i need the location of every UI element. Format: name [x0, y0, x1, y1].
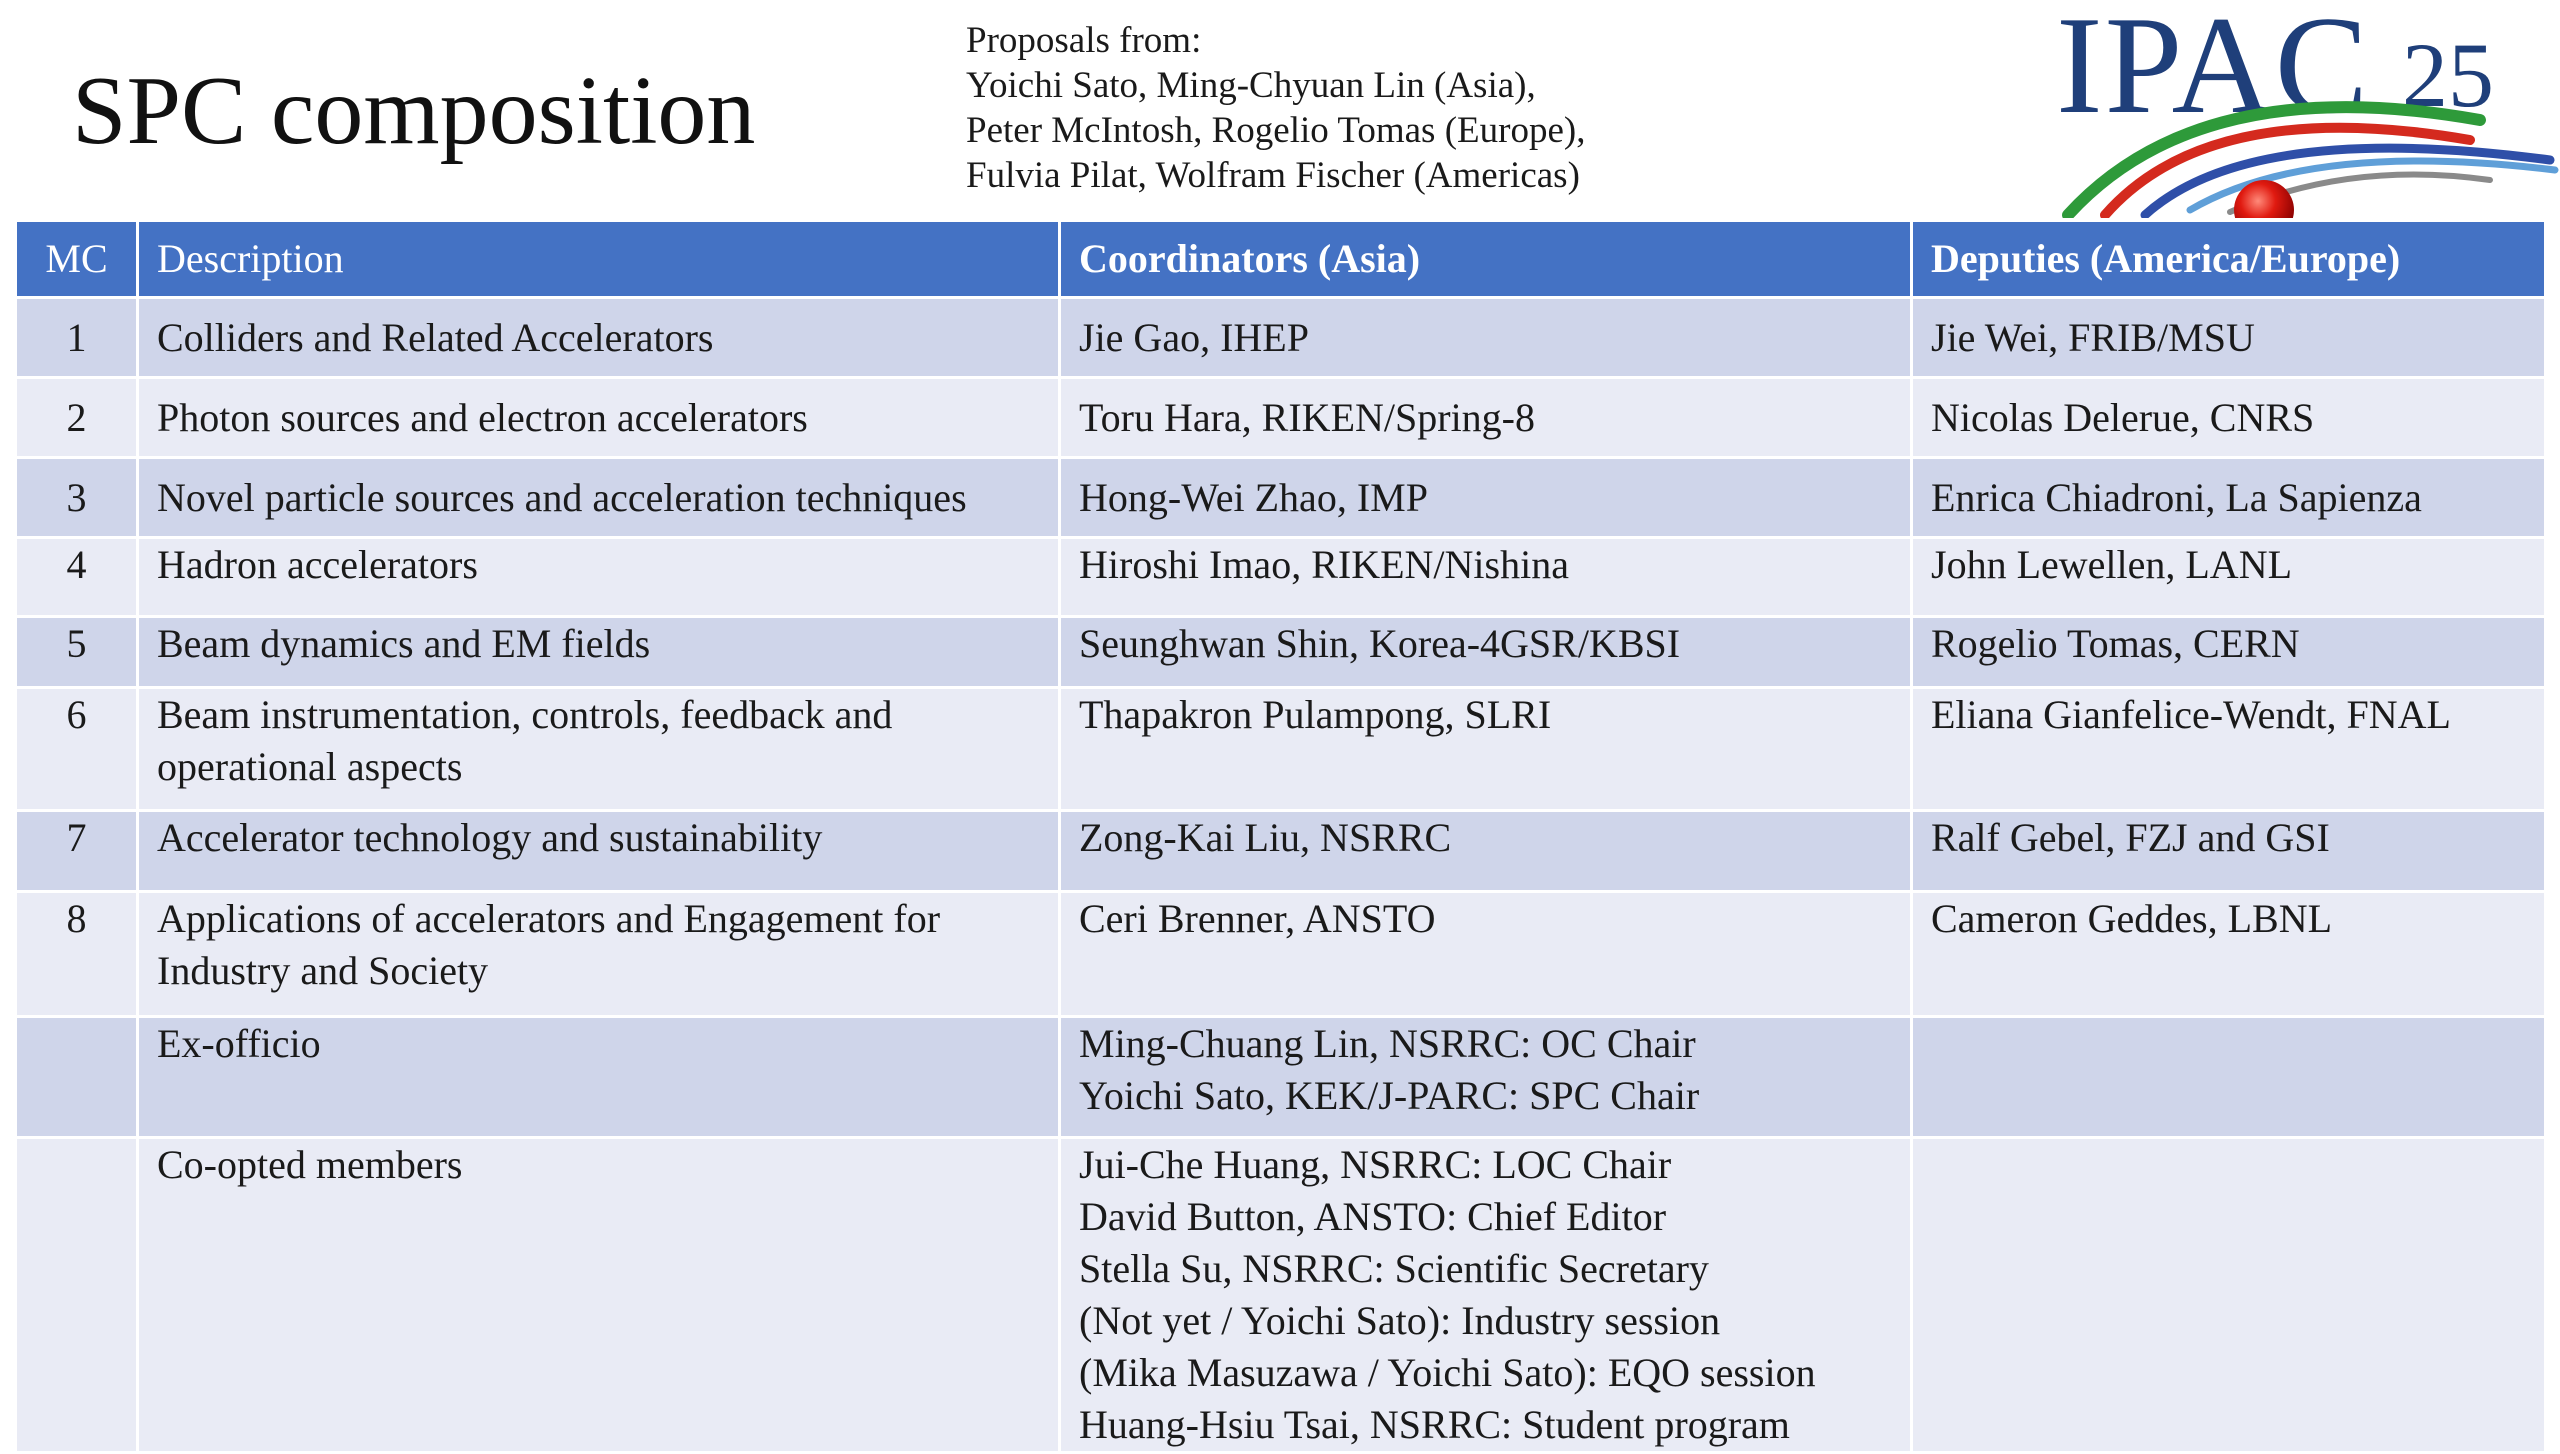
description-line: Co-opted members — [157, 1142, 463, 1187]
proposals-line: Proposals from: — [966, 20, 1202, 61]
deputy-line: Nicolas Delerue, CNRS — [1931, 394, 2315, 440]
deputy-line: Ralf Gebel, FZJ and GSI — [1931, 815, 2330, 860]
logo-text: IPAC — [2056, 0, 2371, 143]
spc-table — [14, 219, 2547, 1454]
cell-coordinators — [1060, 1017, 1912, 1138]
cell-description — [138, 811, 1060, 892]
coordinator-line: Hiroshi Imao, RIKEN/Nishina — [1079, 542, 1569, 587]
cell-coordinators — [1060, 298, 1912, 378]
cell-description — [138, 1138, 1060, 1453]
cell-description — [138, 378, 1060, 458]
table-row — [16, 378, 2546, 458]
cell-coordinators — [1060, 538, 1912, 617]
description-line: Ex-officio — [157, 1021, 321, 1066]
header-coordinators: Coordinators (Asia) — [1060, 221, 1912, 298]
header-deputies: Deputies (America/Europe) — [1912, 221, 2546, 298]
coordinator-line: Toru Hara, RIKEN/Spring-8 — [1079, 394, 1535, 440]
coordinator-line: Ming-Chuang Lin, NSRRC: OC Chair — [1079, 1021, 1696, 1066]
description-line: Industry and Society — [157, 948, 489, 993]
deputy-line: Jie Wei, FRIB/MSU — [1931, 314, 2255, 360]
header-description: Description — [138, 221, 1060, 298]
cell-description — [138, 617, 1060, 688]
table-row — [16, 1138, 2546, 1453]
coordinator-line: David Button, ANSTO: Chief Editor — [1079, 1194, 1667, 1239]
proposals-line: Peter McIntosh, Rogelio Tomas (Europe), — [966, 110, 1586, 151]
description-line: Accelerator technology and sustainability — [157, 815, 823, 860]
cell-deputies — [1912, 298, 2546, 378]
cell-coordinators — [1060, 617, 1912, 688]
cell-description — [138, 688, 1060, 811]
description-line: Beam instrumentation, controls, feedback and — [157, 692, 893, 737]
cell-deputies — [1912, 688, 2546, 811]
cell-deputies — [1912, 892, 2546, 1017]
cell-mc — [16, 1017, 138, 1138]
cell-description — [138, 538, 1060, 617]
coordinator-line: Thapakron Pulampong, SLRI — [1079, 692, 1552, 737]
table-row — [16, 617, 2546, 688]
table-row — [16, 298, 2546, 378]
deputy-line: Enrica Chiadroni, La Sapienza — [1931, 474, 2422, 520]
logo-number: 25 — [2402, 24, 2494, 126]
cell-coordinators — [1060, 458, 1912, 538]
cell-description — [138, 458, 1060, 538]
cell-deputies — [1912, 617, 2546, 688]
deputy-line: Eliana Gianfelice-Wendt, FNAL — [1931, 692, 2451, 737]
cell-mc: 2 — [16, 378, 138, 458]
cell-description — [138, 892, 1060, 1017]
cell-mc: 1 — [16, 298, 138, 378]
cell-description — [138, 298, 1060, 378]
description-line: Applications of accelerators and Engagement for — [157, 896, 941, 941]
coordinator-line: Hong-Wei Zhao, IMP — [1079, 474, 1428, 520]
proposals-line: Yoichi Sato, Ming-Chyuan Lin (Asia), — [966, 65, 1536, 106]
coordinator-line: Stella Su, NSRRC: Scientific Secretary — [1079, 1246, 1709, 1291]
table-row — [16, 811, 2546, 892]
ipac25-logo — [2050, 0, 2560, 218]
cell-mc: 4 — [16, 538, 138, 617]
cell-coordinators — [1060, 811, 1912, 892]
deputy-line: John Lewellen, LANL — [1931, 542, 2293, 587]
cell-deputies — [1912, 811, 2546, 892]
header-mc: MC — [16, 221, 138, 298]
cell-mc — [16, 1138, 138, 1453]
cell-deputies — [1912, 1017, 2546, 1138]
table-row — [16, 458, 2546, 538]
description-line: Beam dynamics and EM fields — [157, 621, 651, 666]
coordinator-line: Seunghwan Shin, Korea-4GSR/KBSI — [1079, 621, 1681, 666]
coordinator-line: Jie Gao, IHEP — [1079, 314, 1309, 360]
coordinator-line: (Not yet / Yoichi Sato): Industry session — [1079, 1298, 1721, 1343]
cell-deputies — [1912, 378, 2546, 458]
cell-mc: 6 — [16, 688, 138, 811]
cell-coordinators — [1060, 378, 1912, 458]
table-header-row — [16, 221, 2546, 298]
table-row — [16, 1017, 2546, 1138]
cell-deputies — [1912, 458, 2546, 538]
cell-coordinators — [1060, 688, 1912, 811]
deputy-line: Rogelio Tomas, CERN — [1931, 621, 2300, 666]
coordinator-line: Ceri Brenner, ANSTO — [1079, 896, 1436, 941]
description-line: Photon sources and electron accelerators — [157, 394, 808, 440]
cell-coordinators — [1060, 1138, 1912, 1453]
table-row — [16, 538, 2546, 617]
coordinator-line: Jui-Che Huang, NSRRC: LOC Chair — [1079, 1142, 1672, 1187]
coordinator-line: Yoichi Sato, KEK/J-PARC: SPC Chair — [1079, 1073, 1700, 1118]
deputy-line: Cameron Geddes, LBNL — [1931, 896, 2333, 941]
table-row — [16, 688, 2546, 811]
coordinator-line: Zong-Kai Liu, NSRRC — [1079, 815, 1452, 860]
cell-mc: 3 — [16, 458, 138, 538]
cell-mc: 7 — [16, 811, 138, 892]
proposals-note — [966, 18, 1585, 198]
cell-coordinators — [1060, 892, 1912, 1017]
table-row — [16, 892, 2546, 1017]
description-line: Hadron accelerators — [157, 542, 478, 587]
cell-description — [138, 1017, 1060, 1138]
proposals-line: Fulvia Pilat, Wolfram Fischer (Americas) — [966, 155, 1580, 196]
description-line: Novel particle sources and acceleration techniques — [157, 474, 967, 520]
cell-deputies — [1912, 538, 2546, 617]
cell-mc: 8 — [16, 892, 138, 1017]
coordinator-line: (Mika Masuzawa / Yoichi Sato): EQO session — [1079, 1350, 1816, 1395]
cell-mc: 5 — [16, 617, 138, 688]
description-line: operational aspects — [157, 744, 463, 789]
description-line: Colliders and Related Accelerators — [157, 314, 714, 360]
coordinator-line: Huang-Hsiu Tsai, NSRRC: Student program — [1079, 1402, 1790, 1447]
cell-deputies — [1912, 1138, 2546, 1453]
slide-title: SPC composition — [72, 57, 756, 165]
